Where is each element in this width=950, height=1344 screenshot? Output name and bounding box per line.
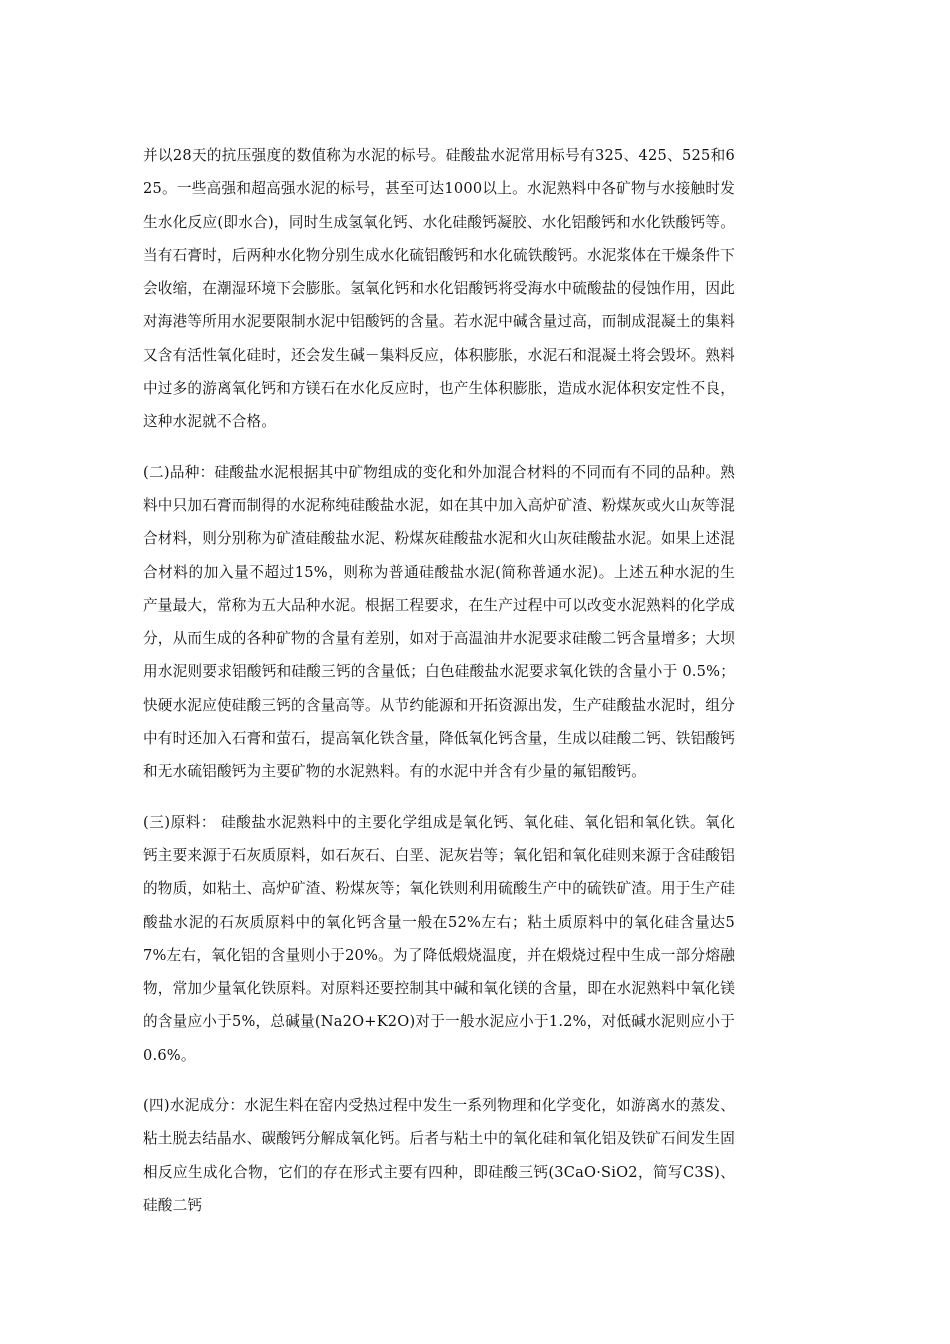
paragraph-spacer xyxy=(143,1072,735,1089)
paragraph-cement-varieties: (二)品种：硅酸盐水泥根据其中矿物组成的变化和外加混合材料的不同而有不同的品种。熟料中只加石膏而制得的水泥称纯硅酸盐水泥，如在其中加入高炉矿渣、粉煤灰或火山灰等混合材料，则分别称为矿渣硅酸盐水泥、粉煤灰硅酸盐水泥和火山灰硅酸盐水泥。如果上述混合材料的加入量不超过15%，则称为普通硅酸盐水泥(简称普通水泥)。上述五种水泥的生产量最大，常称为五大品种水泥。根据工程要求，在生产过程中可以改变水泥熟料的化学成分，从而生成的各种矿物的含量有差别，如对于高温油井水泥要求硅酸二钙含量增多；大坝用水泥则要求铝酸钙和硅酸三钙的含量低；白色硅酸盐水泥要求氧化铁的含量小于 0.5%；快硬水泥应使硅酸三钙的含量高等。从节约能源和开拓资源出发，生产硅酸盐水泥时，组分中有时还加入石膏和萤石，提高氧化铁含量，降低氧化钙含量，生成以硅酸二钙、铁铝酸钙和无水硫铝酸钙为主要矿物的水泥熟料。有的水泥中并含有少量的氟铝酸钙。 xyxy=(143,463,735,781)
paragraph-cement-grade-hydration: 并以28天的抗压强度的数值称为水泥的标号。硅酸盐水泥常用标号有325、425、525和625。一些高强和超高强水泥的标号，甚至可达1000以上。水泥熟料中各矿物与水接触时发生水化反应(即水合)，同时生成氢氧化钙、水化硅酸钙凝胶、水化铝酸钙和水化铁酸钙等。当有石膏时，后两种水化物分别生成水化硫铝酸钙和水化硫铁酸钙。水泥浆体在干燥条件下会收缩，在潮湿环境下会膨胀。氢氧化钙和水化铝酸钙将受海水中硫酸盐的侵蚀作用，因此对海港等所用水泥要限制水泥中铝酸钙的含量。若水泥中碱含量过高，而制成混凝土的集料又含有活性氧化硅时，还会发生碱－集料反应，体积膨胀，水泥石和混凝土将会毁坏。熟料中过多的游离氧化钙和方镁石在水化反应时，也产生体积膨胀，造成水泥体积安定性不良，这种水泥就不合格。 xyxy=(143,147,735,431)
paragraph-spacer xyxy=(143,439,735,456)
paragraph-cement-composition: (四)水泥成分：水泥生料在窑内受热过程中发生一系列物理和化学变化，如游离水的蒸发、粘土脱去结晶水、碳酸钙分解成氧化钙。后者与粘土中的氧化硅和氧化铝及铁矿石间发生固相反应生成化合物，它们的存在形式主要有四种，即硅酸三钙(3CaO·SiO2，简写C3S)、硅酸二钙 xyxy=(143,1097,735,1214)
paragraph-raw-materials: (三)原料： 硅酸盐水泥熟料中的主要化学组成是氧化钙、氧化硅、氧化铝和氧化铁。氧化钙主要来源于石灰质原料，如石灰石、白垩、泥灰岩等；氧化铝和氧化硅则来源于含硅酸铝的物质，如粘土、高炉矿渣、粉煤灰等；氧化铁则利用硫酸生产中的硫铁矿渣。用于生产硅酸盐水泥的石灰质原料中的氧化钙含量一般在52%左右；粘土质原料中的氧化硅含量达57%左右，氧化铝的含量则小于20%。为了降低煅烧温度，并在煅烧过程中生成一部分熔融物，常加少量氧化铁原料。对原料还要控制其中碱和氧化镁的含量，即在水泥熟料中氧化镁的含量应小于5%，总碱量(Na2O+K2O)对于一般水泥应小于1.2%，对低碱水泥则应小于0.6%。 xyxy=(143,813,735,1064)
document-body xyxy=(143,139,735,1222)
paragraph-spacer xyxy=(143,789,735,806)
